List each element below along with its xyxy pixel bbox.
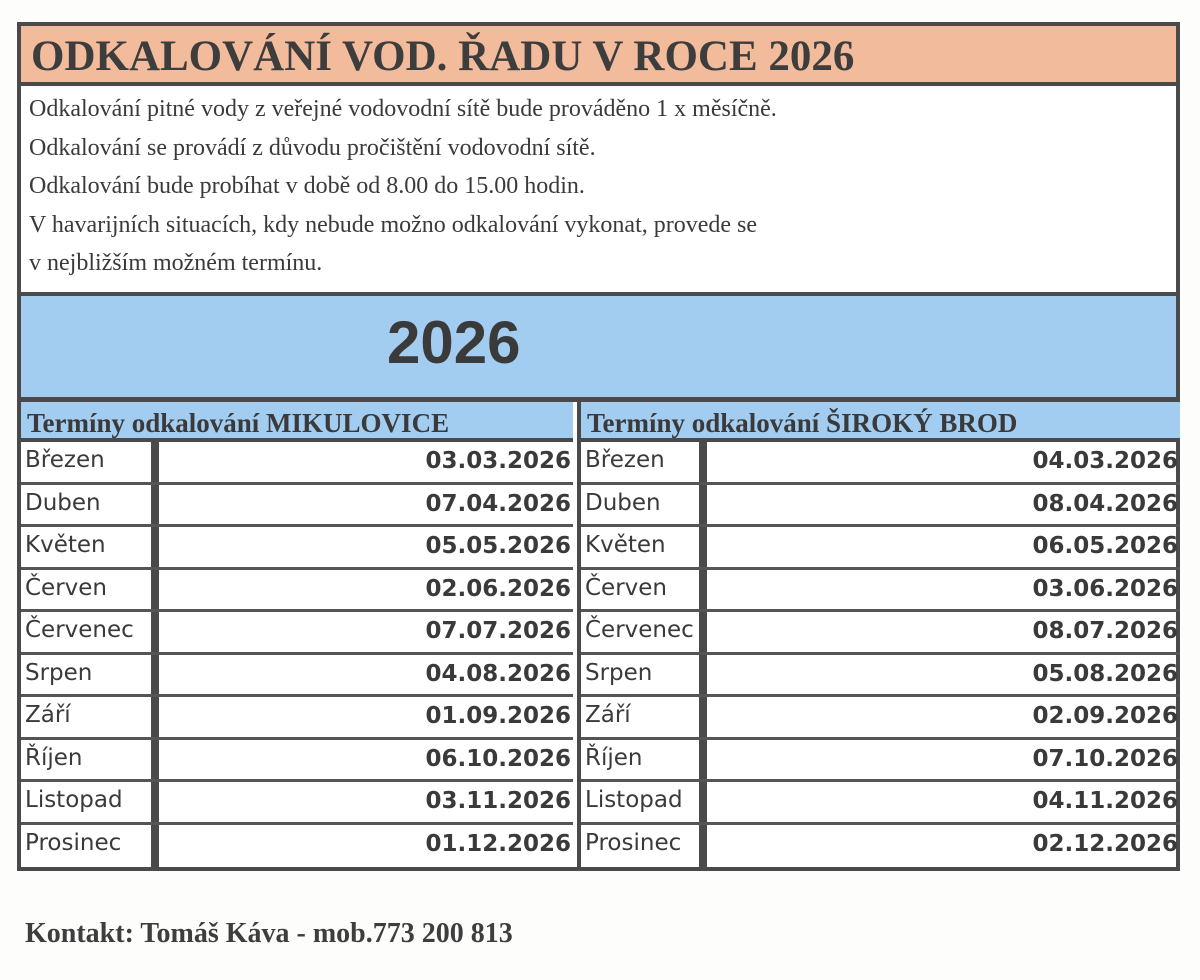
title-bar bbox=[21, 26, 1176, 86]
schedule-sheet bbox=[17, 22, 1180, 871]
month-cell: Říjen bbox=[21, 740, 156, 780]
table-row bbox=[21, 442, 573, 485]
table-row bbox=[21, 485, 573, 528]
month-cell: Březen bbox=[21, 442, 156, 482]
info-line: V havarijních situacích, kdy nebude možno odkalování vykonat, provede se bbox=[29, 211, 758, 238]
year-banner bbox=[21, 296, 1176, 402]
date-cell: 07.07.2026 bbox=[156, 612, 573, 652]
month-cell: Srpen bbox=[581, 655, 704, 695]
table-row bbox=[581, 825, 1180, 868]
date-cell: 01.12.2026 bbox=[156, 825, 573, 868]
date-cell: 07.10.2026 bbox=[704, 740, 1180, 780]
month-cell: Červenec bbox=[21, 612, 156, 652]
page-title: ODKALOVÁNÍ VOD. ŘADU V ROCE 2026 bbox=[31, 33, 855, 80]
table-row bbox=[581, 697, 1180, 740]
month-cell: Listopad bbox=[21, 782, 156, 822]
date-cell: 04.03.2026 bbox=[704, 442, 1180, 482]
table-row bbox=[581, 570, 1180, 613]
date-cell: 02.09.2026 bbox=[704, 697, 1180, 737]
table-row bbox=[21, 527, 573, 570]
month-cell: Květen bbox=[581, 527, 704, 567]
date-cell: 08.07.2026 bbox=[704, 612, 1180, 652]
month-cell: Listopad bbox=[581, 782, 704, 822]
month-cell: Březen bbox=[581, 442, 704, 482]
table-row bbox=[21, 570, 573, 613]
month-cell: Září bbox=[581, 697, 704, 737]
date-cell: 05.05.2026 bbox=[156, 527, 573, 567]
month-cell: Prosinec bbox=[21, 825, 156, 868]
date-cell: 06.05.2026 bbox=[704, 527, 1180, 567]
date-cell: 03.11.2026 bbox=[156, 782, 573, 822]
table-row bbox=[21, 740, 573, 783]
month-cell: Září bbox=[21, 697, 156, 737]
date-cell: 03.03.2026 bbox=[156, 442, 573, 482]
date-cell: 05.08.2026 bbox=[704, 655, 1180, 695]
year-label: 2026 bbox=[387, 309, 521, 376]
table-row bbox=[581, 527, 1180, 570]
table-mikulovice bbox=[21, 402, 573, 871]
table-row bbox=[21, 825, 573, 868]
date-cell: 08.04.2026 bbox=[704, 485, 1180, 525]
month-cell: Červen bbox=[581, 570, 704, 610]
table-row bbox=[581, 612, 1180, 655]
date-cell: 02.12.2026 bbox=[704, 825, 1180, 868]
table-siroky-brod bbox=[577, 402, 1180, 871]
date-cell: 04.08.2026 bbox=[156, 655, 573, 695]
date-cell: 03.06.2026 bbox=[704, 570, 1180, 610]
table-row bbox=[21, 612, 573, 655]
month-cell: Duben bbox=[21, 485, 156, 525]
table-heading: Termíny odkalování ŠIROKÝ BROD bbox=[581, 402, 1180, 442]
info-line: v nejbližším možném termínu. bbox=[29, 250, 323, 276]
date-cell: 04.11.2026 bbox=[704, 782, 1180, 822]
table-row bbox=[581, 485, 1180, 528]
info-line: Odkalování pitné vody z veřejné vodovodní sítě bude prováděno 1 x měsíčně. bbox=[29, 96, 777, 122]
month-cell: Květen bbox=[21, 527, 156, 567]
table-row bbox=[581, 782, 1180, 825]
info-block bbox=[21, 86, 1176, 296]
table-row bbox=[581, 740, 1180, 783]
month-cell: Říjen bbox=[581, 740, 704, 780]
table-row bbox=[21, 655, 573, 698]
table-row bbox=[581, 442, 1180, 485]
info-line: Odkalování bude probíhat v době od 8.00 do 15.00 hodin. bbox=[29, 173, 585, 199]
table-row bbox=[21, 782, 573, 825]
table-heading: Termíny odkalování MIKULOVICE bbox=[21, 402, 573, 442]
date-cell: 02.06.2026 bbox=[156, 570, 573, 610]
table-row bbox=[21, 697, 573, 740]
month-cell: Prosinec bbox=[581, 825, 704, 868]
month-cell: Červen bbox=[21, 570, 156, 610]
contact-line: Kontakt: Tomáš Káva - mob.773 200 813 bbox=[25, 918, 513, 949]
date-cell: 06.10.2026 bbox=[156, 740, 573, 780]
month-cell: Červenec bbox=[581, 612, 704, 652]
date-cell: 07.04.2026 bbox=[156, 485, 573, 525]
date-cell: 01.09.2026 bbox=[156, 697, 573, 737]
table-row bbox=[581, 655, 1180, 698]
info-line: Odkalování se provádí z důvodu pročištění vodovodní sítě. bbox=[29, 134, 596, 161]
month-cell: Duben bbox=[581, 485, 704, 525]
month-cell: Srpen bbox=[21, 655, 156, 695]
